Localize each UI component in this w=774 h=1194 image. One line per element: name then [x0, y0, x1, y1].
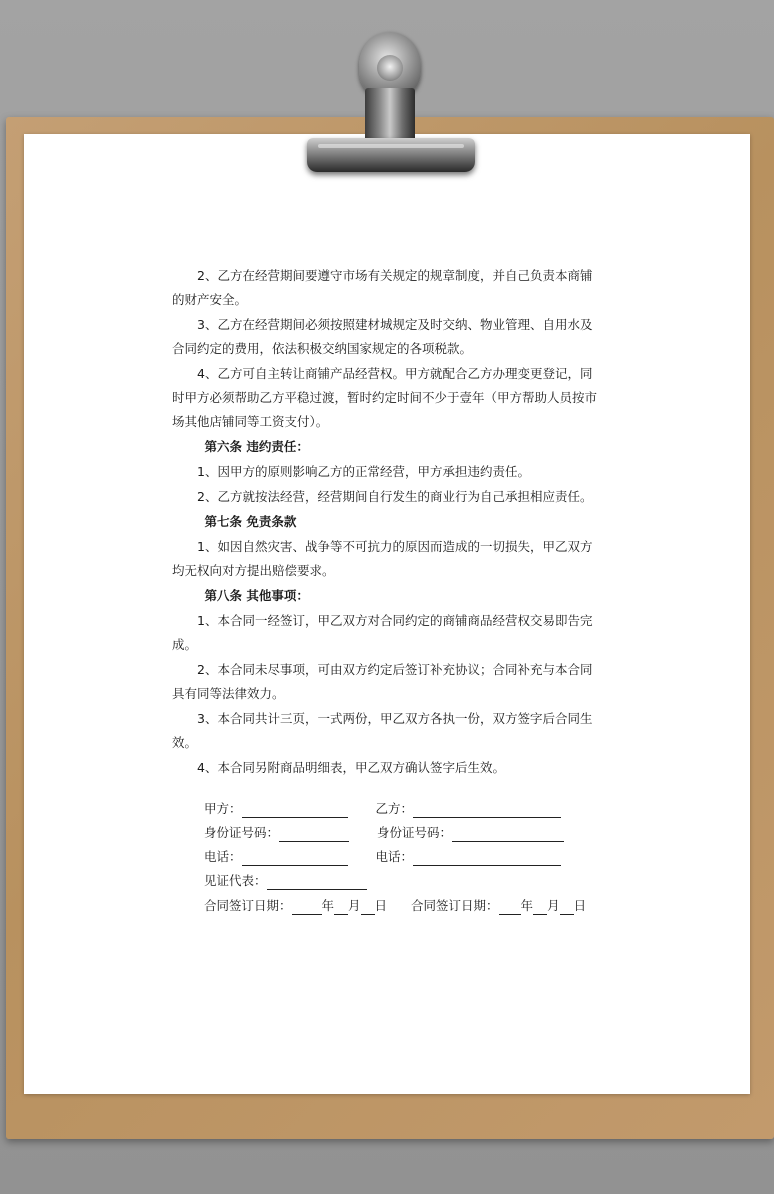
id-a-label: 身份证号码： — [204, 825, 280, 840]
party-b-label: 乙方： — [375, 801, 413, 816]
phone-a-line — [242, 851, 348, 866]
id-b-line — [452, 827, 564, 842]
month-label: 月 — [547, 898, 560, 913]
clause-paragraph: 4、本合同另附商品明细表，甲乙双方确认签字后生效。 — [197, 760, 505, 775]
article-heading: 第八条 其他事项： — [204, 588, 309, 603]
party-a-label: 甲方： — [204, 801, 242, 816]
article-heading: 第七条 免责条款 — [204, 514, 297, 529]
party-a-line — [242, 803, 348, 818]
clause-paragraph: 2、乙方在经营期间要遵守市场有关规定的规章制度，并自己负责本商铺的财产安全。 — [172, 268, 593, 307]
clause-paragraph: 1、本合同一经签订，甲乙双方对合同约定的商铺商品经营权交易即告完成。 — [172, 613, 593, 652]
clause-paragraph: 1、如因自然灾害、战争等不可抗力的原因而造成的一切损失，甲乙双方均无权向对方提出赔偿要求。 — [172, 539, 593, 578]
month-label: 月 — [348, 898, 361, 913]
clause-paragraph: 2、乙方就按法经营，经营期间自行发生的商业行为自己承担相应责任。 — [197, 489, 593, 504]
date-row — [204, 897, 586, 915]
clause-paragraph: 3、乙方在经营期间必须按照建材城规定及时交纳、物业管理、自用水及合同约定的费用，依法积极交纳国家规定的各项税款。 — [172, 317, 593, 356]
clip-shine — [318, 144, 464, 148]
clip-neck — [365, 88, 415, 143]
clip-hole — [377, 55, 403, 81]
witness-label: 见证代表： — [204, 873, 267, 888]
clause-paragraph: 3、本合同共计三页，一式两份，甲乙双方各执一份，双方签字后合同生效。 — [172, 711, 593, 750]
year-label: 年 — [520, 898, 534, 913]
day-label: 日 — [573, 898, 587, 913]
day-label: 日 — [374, 898, 388, 913]
witness-line — [267, 875, 367, 890]
party-b-line — [413, 803, 561, 818]
article-heading: 第六条 违约责任： — [204, 439, 309, 454]
phone-a-label: 电话： — [204, 849, 242, 864]
party-row — [204, 800, 561, 818]
id-a-line — [279, 827, 349, 842]
clause-paragraph: 4、乙方可自主转让商铺产品经营权。甲方就配合乙方办理变更登记，同时甲方必须帮助乙方平稳过渡，暂时约定时间不少于壹年（甲方帮助人员按市场其他店铺同等工资支付）。 — [172, 366, 598, 429]
contract-body — [172, 264, 604, 781]
clause-paragraph: 1、因甲方的原则影响乙方的正常经营，甲方承担违约责任。 — [197, 464, 530, 479]
phone-row — [204, 848, 561, 866]
date-b-label: 合同签订日期： — [411, 898, 499, 913]
witness-row — [204, 872, 367, 890]
phone-b-label: 电话： — [375, 849, 413, 864]
clause-paragraph: 2、本合同未尽事项，可由双方约定后签订补充协议；合同补充与本合同具有同等法律效力。 — [172, 662, 593, 701]
year-label: 年 — [321, 898, 335, 913]
id-b-label: 身份证号码： — [376, 825, 452, 840]
date-a-label: 合同签订日期： — [204, 898, 292, 913]
id-row — [204, 824, 564, 842]
phone-b-line — [413, 851, 561, 866]
